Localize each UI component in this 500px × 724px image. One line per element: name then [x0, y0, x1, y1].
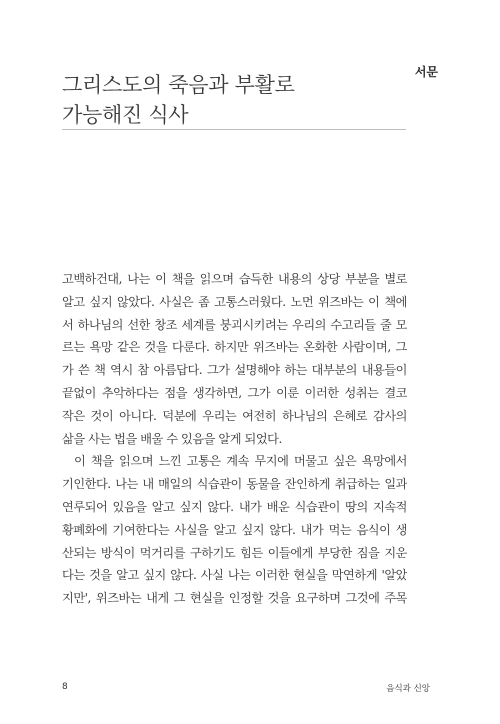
text-line: 삶을 사는 법을 배울 수 있음을 알게 되었다.	[62, 431, 282, 446]
body-text	[62, 268, 407, 610]
text-line: 지만', 위즈바는 내게 그 현실을 인정할 것을 요구하며 그것에 주목	[62, 591, 407, 606]
text-line: 르는 욕망 같은 것을 다룬다. 하지만 위즈바는 온화한 사람이며, 그	[62, 340, 407, 355]
text-line: 이 책을 읽으며 느낀 고통은 계속 무지에 머물고 싶은 욕망에서	[74, 454, 407, 469]
paragraph-1	[62, 268, 407, 450]
chapter-title-line-2: 가능해진 식사	[62, 103, 189, 128]
text-line: 끝없이 추악하다는 점을 생각하면, 그가 이룬 이러한 성취는 결코	[62, 385, 407, 400]
text-line: 다는 것을 알고 싶지 않다. 사실 나는 이러한 현실을 막연하게 '알았	[62, 568, 407, 583]
text-line: 서 하나님의 선한 창조 세계를 붕괴시키려는 우리의 수고리들 줄 모	[62, 317, 407, 332]
chapter-title	[62, 70, 362, 130]
text-line: 산되는 방식이 먹거리를 구하기도 힘든 이들에게 부당한 짐을 지운	[62, 545, 407, 560]
section-label: 서문	[414, 65, 438, 79]
text-line: 고백하건대, 나는 이 책을 읽으며 습득한 내용의 상당 부분을 별로	[62, 272, 407, 286]
text-line: 황폐화에 기여한다는 사실을 알고 싶지 않다. 내가 먹는 음식이 생	[62, 522, 407, 537]
chapter-title-line-1: 그리스도의 죽음과 부활로	[62, 73, 295, 98]
text-line: 가 쓴 책 역시 참 아름답다. 그가 설명해야 하는 대부분의 내용들이	[62, 363, 407, 378]
header-divider	[62, 129, 406, 130]
text-line: 알고 싶지 않았다. 사실은 좀 고통스러웠다. 노먼 위즈바는 이 책에	[62, 294, 407, 309]
paragraph-2	[62, 450, 407, 610]
page-number: 8	[62, 682, 68, 692]
running-footer-book-title: 음식과 신앙	[386, 684, 430, 694]
text-line: 작은 것이 아니다. 덕분에 우리는 여전히 하나님의 은혜로 감사의	[62, 408, 407, 423]
text-line: 연루되어 있음을 알고 싶지 않다. 내가 배운 식습관이 땅의 지속적	[62, 499, 407, 514]
text-line: 기인한다. 나는 내 매일의 식습관이 동물을 잔인하게 취급하는 일과	[62, 477, 407, 492]
